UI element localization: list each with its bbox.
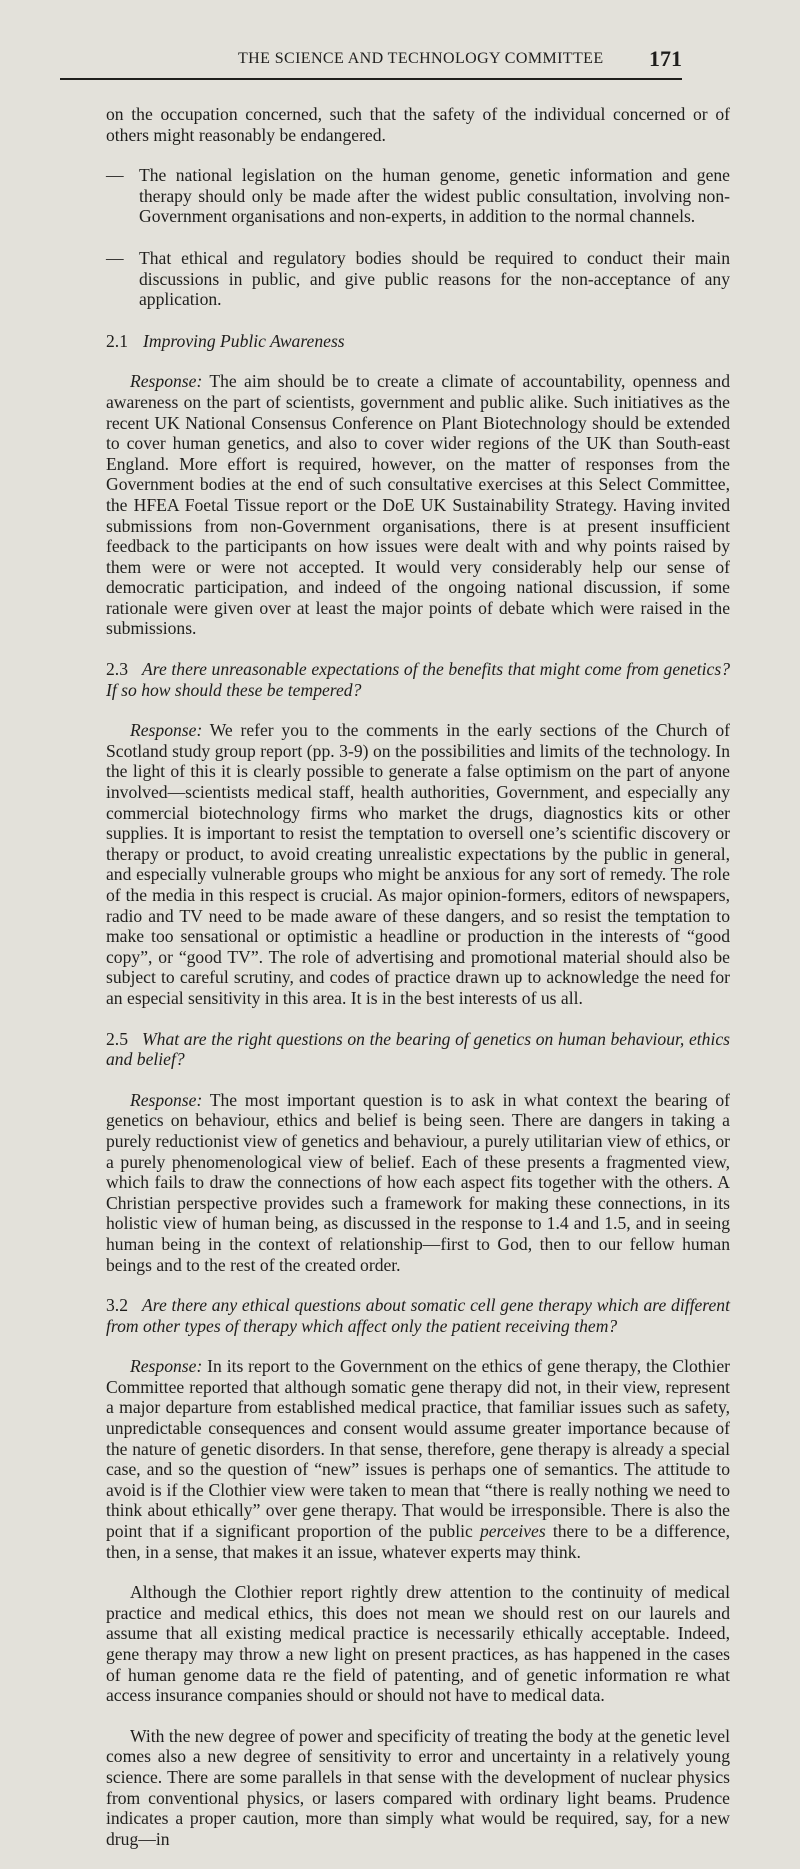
response-label: Response: xyxy=(130,1356,203,1377)
response-text: The most important question is to ask in what context the bearing of genetics on behaviour, ethics and belief is being seen. There are dangers in taking a purely reductionist view of genetics and behaviour, a purely utilitarian view of ethics, or a purely phenomenological view of belief. Each of these presents a fragmented view, which fails to draw the connections of how each aspect fits together with the others. A Christian perspective provides such a framework for making these connections, in its holistic view of human being, as discussed in the response to 1.4 and 1.5, and in seeing human being in the context of relationship—first to God, then to our fellow human beings and to the rest of the created order. xyxy=(106,1089,730,1275)
body-text xyxy=(106,104,730,1869)
response-text: The aim should be to create a climate of accountability, openness and awareness on the part of scientists, government and public alike. Such initiatives as the recent UK National Consensus Conference on Plant Biotechnology should be extended to cover human genetics, and also to cover wider regions of the UK than South-east England. More effort is required, however, on the matter of responses from the Government bodies at the end of such consultative exercises at this Select Committee, the HFEA Foetal Tissue report or the DoE UK Sustainability Strategy. Having invited submissions from non-Government organisations, there is at present insufficient feedback to the participants on how issues were dealt with and why points raised by them were or were not accepted. It would very considerably help our sense of democratic participation, and indeed of the ongoing national discussion, if some rationale were given over at least the major points of debate which were raised in the submissions. xyxy=(106,371,730,639)
dash-item xyxy=(106,248,730,310)
response-3-2 xyxy=(106,1356,730,1562)
paragraph-3-2-c: With the new degree of power and specificity of treating the body at the genetic level comes also a new degree of sensitivity to error and uncertainty in a relatively young science. There are some parallels in that sense with the development of nuclear physics from conventional physics, or lasers compared with ordinary light beams. Prudence indicates a proper caution, more than simply what would be required, say, for a new drug—in xyxy=(106,1725,730,1849)
question-2-3 xyxy=(106,659,730,700)
response-text: We refer you to the comments in the early sections of the Church of Scotland study group report (pp. 3-9) on the possibilities and limits of the technology. In the light of this it is clearly possible to generate a false optimism on the part of anyone involved—scientists medical staff, health authorities, Government, and especially any commercial biotechnology firms who market the drugs, diagnostics kits or other supplies. It is important to resist the temptation to oversell one’s scientific discovery or therapy or product, to avoid creating unrealistic expectations by the public in general, and especially vulnerable groups who might be anxious for any sort of remedy. The role of the media in this respect is crucial. As major opinion-formers, editors of newspapers, radio and TV need to be made aware of these dangers, and so resist the temptation to make too sensational or optimistic a headline or production in the interests of “good copy”, or “good TV”. The role of advertising and promotional material should also be subject to careful scrutiny, and codes of practice drawn up to acknowledge the need for an especial sensitivity in this area. It is in the best interests of us all. xyxy=(106,720,730,1008)
dash-mark: — xyxy=(106,165,124,186)
dash-item-text: That ethical and regulatory bodies should be required to conduct their main discussions in public, and give public reasons for the non-acceptance of any application. xyxy=(139,247,730,310)
section-heading-2-1 xyxy=(106,331,730,352)
section-number: 2.1 xyxy=(106,330,128,351)
response-label: Response: xyxy=(130,720,203,741)
paragraph-3-2-b: Although the Clothier report rightly drew attention to the continuity of medical practice and medical ethics, this does not mean we should rest on our laurels and assume that all existing medical practice is necessarily ethically acceptable. Indeed, gene therapy may throw a new light on present practices, as has happened in the cases of human genome data re the field of patenting, and of genetic information re what access insurance companies should or should not have to medical data. xyxy=(106,1582,730,1706)
dash-mark: — xyxy=(106,247,124,268)
response-text: In its report to the Government on the ethics of gene therapy, the Clothier Committee reported that although somatic gene therapy did not, in their view, represent a major departure from established medical practice, that familiar issues such as safety, unpredictable consequences and consent would assume greater importance because of the nature of genetic disorders. In that sense, therefore, gene therapy is already a special case, and so the question of “new” issues is perhaps one of semantics. The attitude to avoid is if the Clothier view were taken to mean that “there is really nothing we need to think about ethically” over gene therapy. That would be irresponsible. There is also the point that if a significant proportion of the public xyxy=(106,1356,730,1542)
question-number: 3.2 xyxy=(106,1295,128,1316)
question-number: 2.5 xyxy=(106,1028,128,1049)
response-label: Response: xyxy=(130,371,203,392)
page-header xyxy=(60,46,682,80)
dash-item xyxy=(106,165,730,227)
dash-item-text: The national legislation on the human genome, genetic information and gene therapy should only be made after the widest public consultation, involving non-Government organisations and non-experts, in addition to the normal channels. xyxy=(139,165,730,227)
response-label: Response: xyxy=(130,1089,203,1110)
question-text: Are there any ethical questions about somatic cell gene therapy which are different from other types of therapy which affect only the patient receiving them? xyxy=(106,1295,730,1336)
response-2-1 xyxy=(106,371,730,639)
response-2-5 xyxy=(106,1090,730,1275)
running-title: THE SCIENCE AND TECHNOLOGY COMMITTEE xyxy=(238,50,604,67)
section-title: Improving Public Awareness xyxy=(143,330,345,351)
question-number: 2.3 xyxy=(106,659,128,680)
question-2-5 xyxy=(106,1029,730,1070)
response-2-3 xyxy=(106,720,730,1008)
page-number: 171 xyxy=(649,46,682,71)
response-text: there to be a difference, then, in a sense, that makes it an issue, whatever experts may think. xyxy=(106,1521,730,1562)
question-3-2 xyxy=(106,1295,730,1336)
question-text: Are there unreasonable expectations of the benefits that might come from genetics? If so how should these be tempered? xyxy=(106,659,730,700)
intro-continuation: on the occupation concerned, such that the safety of the individual concerned or of others might reasonably be endangered. xyxy=(106,104,730,145)
response-emphasis: perceives xyxy=(479,1521,546,1542)
question-text: What are the right questions on the bearing of genetics on human behaviour, ethics and belief? xyxy=(106,1028,730,1070)
